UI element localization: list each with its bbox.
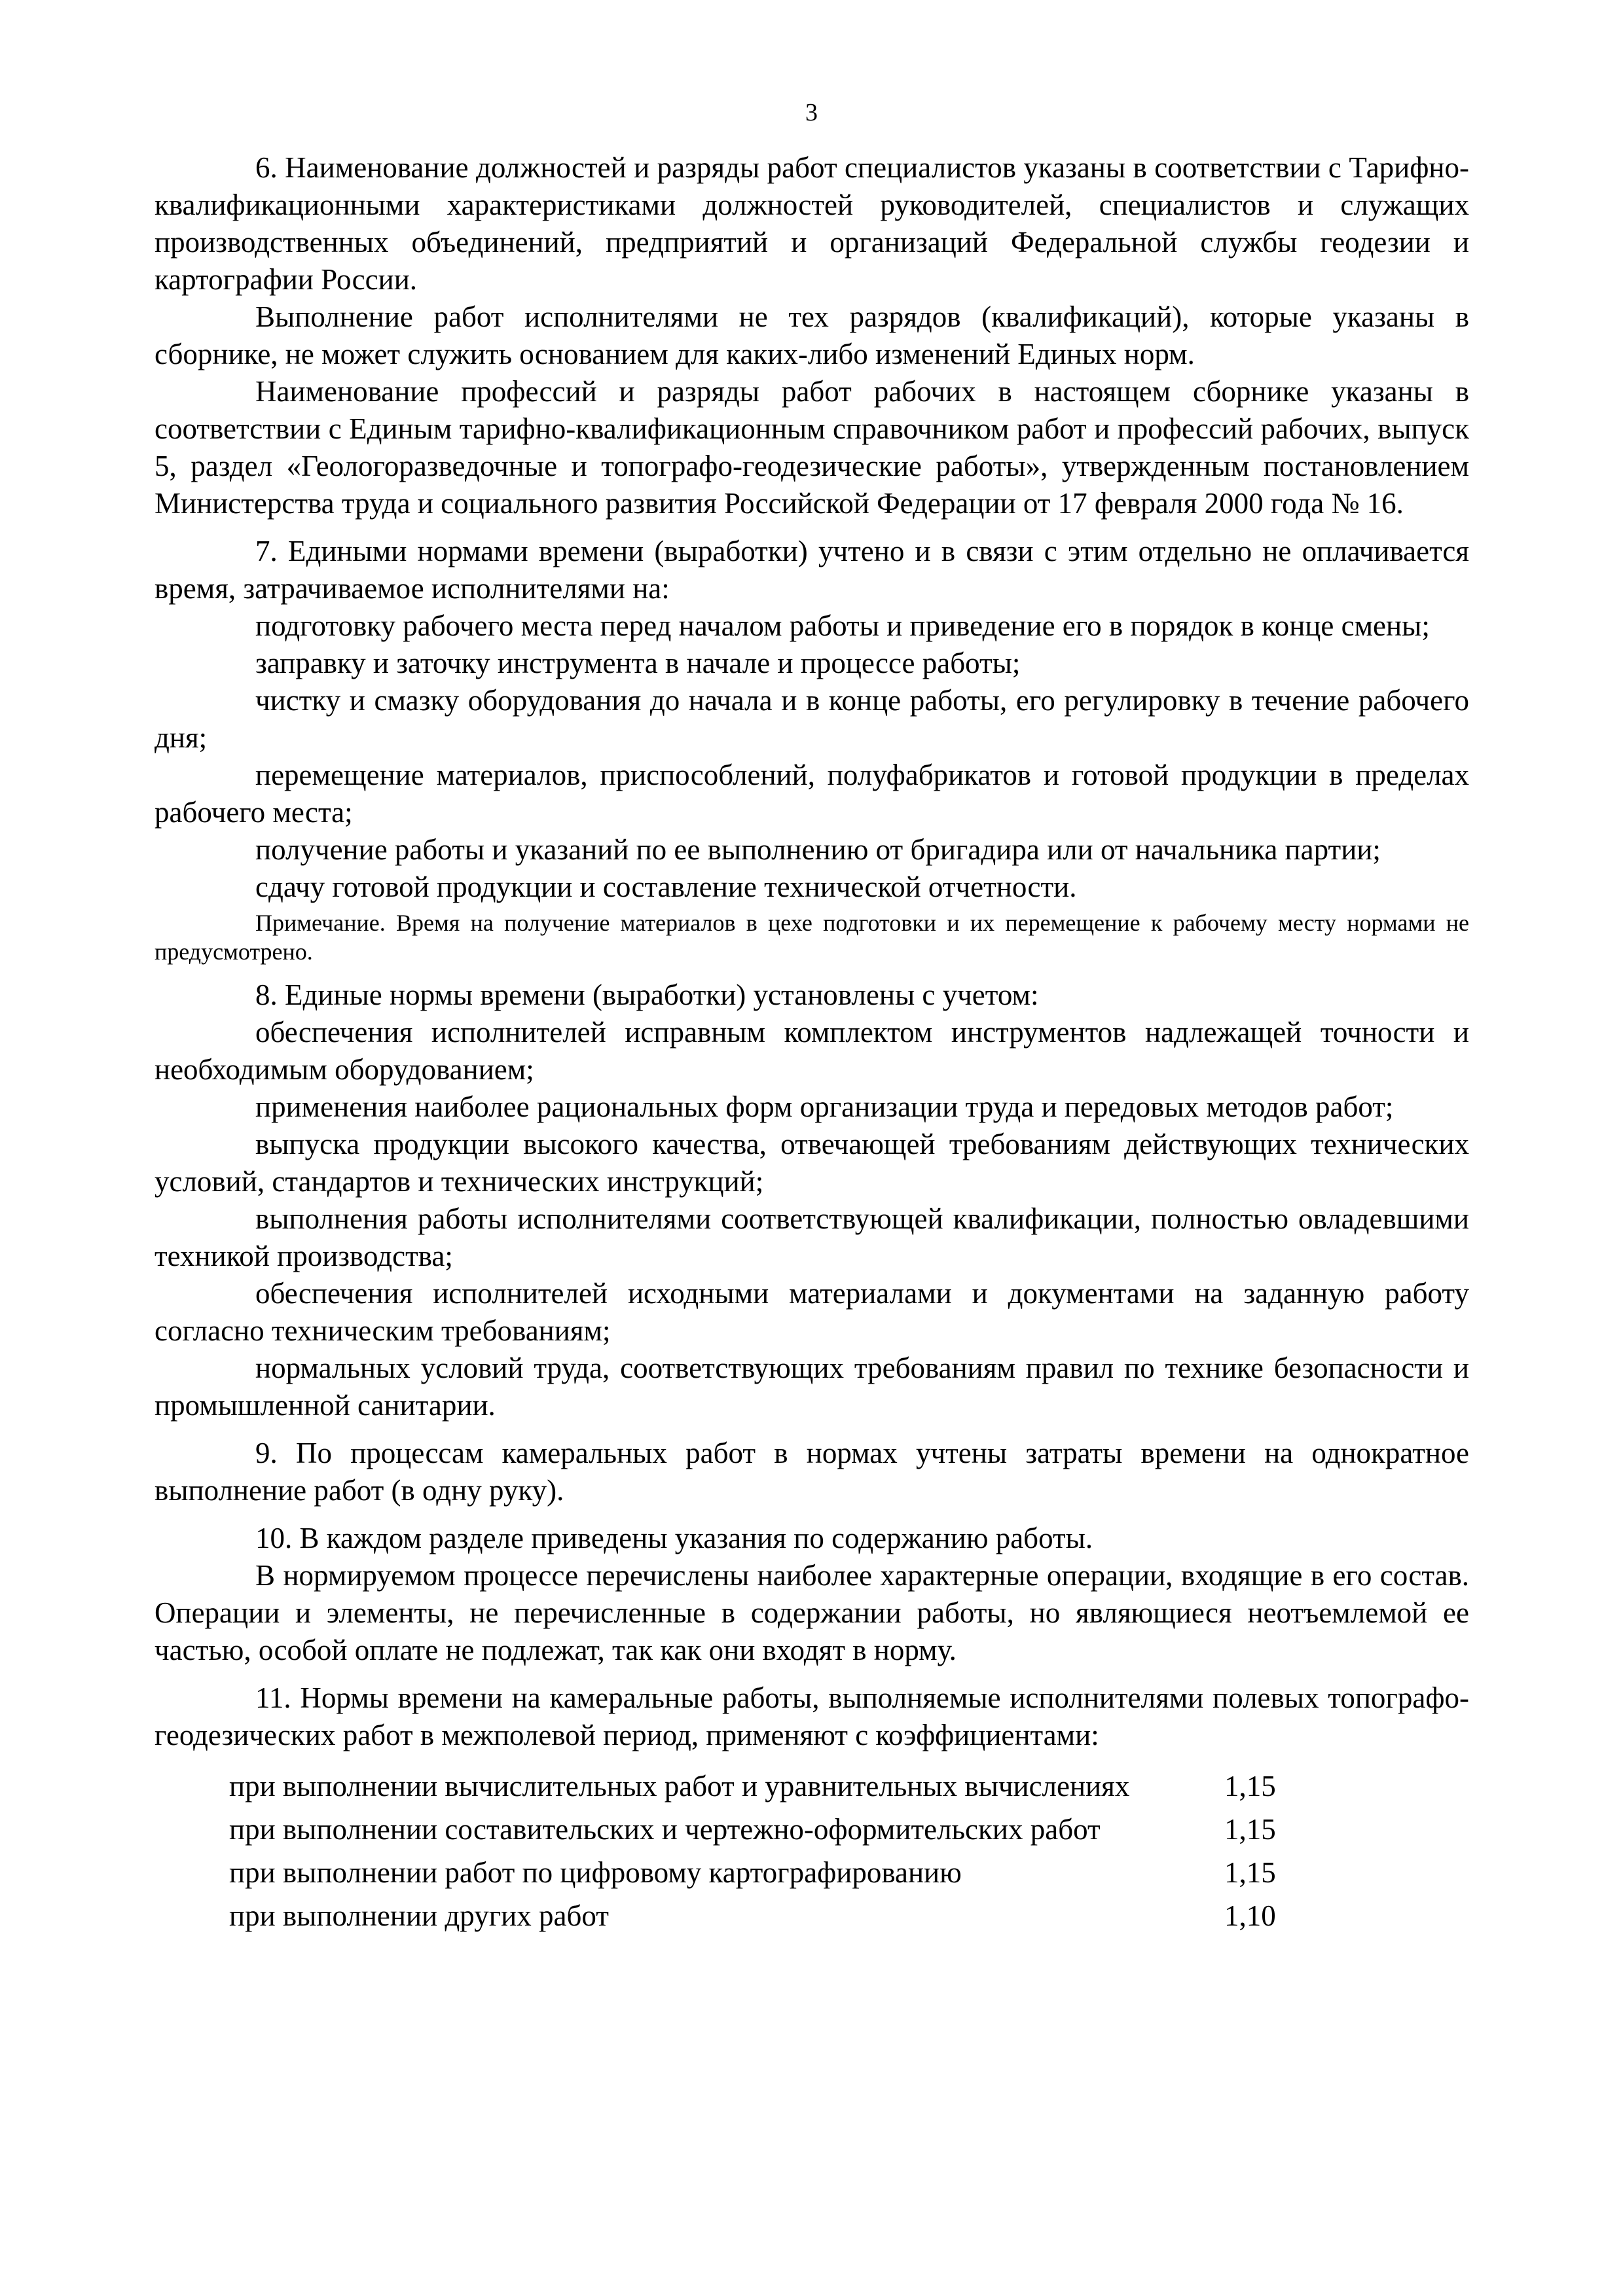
list-item: заправку и заточку инструмента в начале и процессе работы; [255, 647, 1021, 679]
list-item: выпуска продукции высокого качества, отвечающей требованиям действующих технических условий, стандартов и технических инструкций; [155, 1128, 1469, 1198]
table-row [229, 1808, 1276, 1851]
paragraph-7: 7. Едиными нормами времени (выработки) учтено и в связи с этим отдельно не оплачивается время, затрачиваемое исполнителями на: [155, 535, 1469, 605]
table-row [229, 1851, 1276, 1894]
list-item: обеспечения исполнителей исправным комплектом инструментов надлежащей точности и необходимым оборудованием; [155, 1016, 1469, 1086]
paragraph-6-professions: Наименование профессий и разряды работ рабочих в настоящем сборнике указаны в соответствии с Единым тарифно-квалификационным справочником работ и профессий рабочих, выпуск 5, раздел «Геологоразведочные и топографо-геодезические работы», утвержденным постановлением Министерства труда и социального развития Российской Федерации от 17 февраля 2000 года № 16. [155, 375, 1469, 520]
table-row [229, 1765, 1276, 1808]
coefficient-value: 1,15 [1224, 1856, 1276, 1889]
paragraph-9: 9. По процессам камеральных работ в нормах учтены затраты времени на однократное выполнение работ (в одну руку). [155, 1437, 1469, 1507]
list-item: получение работы и указаний по ее выполнению от бригадира или от начальника партии; [255, 833, 1381, 866]
list-item: обеспечения исполнителей исходными материалами и документами на заданную работу согласно техническим требованиям; [155, 1277, 1469, 1347]
coefficient-label: при выполнении составительских и чертежно-оформительских работ [229, 1813, 1101, 1846]
list-item: подготовку рабочего места перед началом работы и приведение его в порядок в конце смены; [255, 609, 1430, 642]
note: Примечание. Время на получение материалов в цехе подготовки и их перемещение к рабочему месту нормами не предусмотрено. [155, 910, 1469, 965]
coefficient-label: при выполнении других работ [229, 1899, 609, 1932]
table-row [229, 1894, 1276, 1937]
list-item: сдачу готовой продукции и составление технической отчетности. [255, 870, 1077, 903]
document-body [155, 149, 1469, 1937]
paragraph-11: 11. Нормы времени на камеральные работы, выполняемые исполнителями полевых топографо-геодезических работ в межполевой период, применяют с коэффициентами: [155, 1681, 1469, 1751]
paragraph-6: 6. Наименование должностей и разряды работ специалистов указаны в соответствии с Тарифно-квалификационными характеристиками должностей руководителей, специалистов и служащих производственных объединений, предприятий и организаций Федеральной службы геодезии и картографии России. [155, 151, 1469, 296]
paragraph-10: 10. В каждом разделе приведены указания по содержанию работы. [255, 1522, 1093, 1554]
coefficient-value: 1,15 [1224, 1770, 1276, 1803]
list-item: применения наиболее рациональных форм организации труда и передовых методов работ; [255, 1090, 1394, 1123]
coefficient-label: при выполнении работ по цифровому картографированию [229, 1856, 962, 1889]
coefficients-table [229, 1765, 1276, 1937]
coefficient-value: 1,15 [1224, 1813, 1276, 1846]
list-item: чистку и смазку оборудования до начала и в конце работы, его регулировку в течение рабочего дня; [155, 684, 1469, 754]
list-item: выполнения работы исполнителями соответствующей квалификации, полностью овладевшими техникой производства; [155, 1202, 1469, 1272]
coefficient-label: при выполнении вычислительных работ и уравнительных вычислениях [229, 1770, 1130, 1803]
list-item: нормальных условий труда, соответствующих требованиям правил по технике безопасности и промышленной санитарии. [155, 1352, 1469, 1422]
paragraph-10-operations: В нормируемом процессе перечислены наиболее характерные операции, входящие в его состав. Операции и элементы, не перечисленные в содержании работы, но являющиеся неотъемлемой ее частью, особой оплате не подлежат, так как они входят в норму. [155, 1559, 1469, 1666]
paragraph-8: 8. Единые нормы времени (выработки) установлены с учетом: [255, 978, 1039, 1011]
coefficient-value: 1,10 [1224, 1899, 1276, 1932]
list-item: перемещение материалов, приспособлений, полуфабрикатов и готовой продукции в пределах рабочего места; [155, 759, 1469, 829]
page-number: 3 [805, 99, 818, 126]
paragraph-6-performers: Выполнение работ исполнителями не тех разрядов (квалификаций), которые указаны в сборнике, не может служить основанием для каких-либо изменений Единых норм. [155, 300, 1469, 370]
